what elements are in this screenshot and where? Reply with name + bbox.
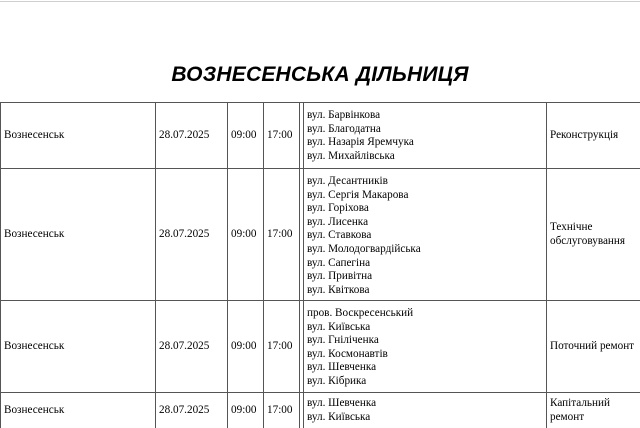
date-cell: 28.07.2025 xyxy=(156,169,228,301)
street-item: вул. Михайлівська xyxy=(307,149,395,162)
work-type-cell: Капітальний ремонт xyxy=(547,393,640,428)
settlement-cell: Вознесенськ xyxy=(1,301,156,393)
settlement-cell: Вознесенськ xyxy=(1,169,156,301)
street-item: вул. Квіткова xyxy=(307,283,370,296)
start-time-cell: 09:00 xyxy=(228,103,264,169)
street-item: вул. Гніліченка xyxy=(307,334,379,347)
street-item: вул. Лисенка xyxy=(307,215,369,228)
table-row xyxy=(1,103,640,169)
work-type-cell: Поточний ремонт xyxy=(547,301,640,393)
street-item: вул. Київська xyxy=(307,410,371,423)
street-item: вул. Барвінкова xyxy=(307,109,381,121)
top-divider xyxy=(0,1,640,2)
streets-cell xyxy=(304,103,547,169)
street-item: вул. Молодогвардійська xyxy=(307,242,421,255)
street-item: вул. Шевченка xyxy=(307,397,377,409)
outage-schedule-table xyxy=(0,102,640,428)
settlement-cell: Вознесенськ xyxy=(1,103,156,169)
settlement-cell: Вознесенськ xyxy=(1,393,156,428)
end-time-cell: 17:00 xyxy=(264,169,300,301)
street-item: вул. Космонавтів xyxy=(307,347,388,360)
date-cell: 28.07.2025 xyxy=(156,103,228,169)
streets-cell xyxy=(304,169,547,301)
work-type-cell: Технічне обслуговування xyxy=(547,169,640,301)
date-cell: 28.07.2025 xyxy=(156,393,228,428)
end-time-cell: 17:00 xyxy=(264,301,300,393)
street-item: вул. Київська xyxy=(307,320,371,333)
start-time-cell: 09:00 xyxy=(228,169,264,301)
street-item: пров. Воскресенський xyxy=(307,307,414,319)
street-item: вул. Сапегіна xyxy=(307,256,371,269)
street-item: вул. Шевченка xyxy=(307,361,377,374)
streets-cell xyxy=(304,301,547,393)
work-type-cell: Реконструкція xyxy=(547,103,640,169)
street-item: вул. Привітна xyxy=(307,270,373,283)
street-item: вул. Назарія Яремчука xyxy=(307,136,414,149)
end-time-cell: 17:00 xyxy=(264,103,300,169)
street-item: вул. Горіхова xyxy=(307,202,369,215)
street-item: вул. Сергія Макарова xyxy=(307,188,409,201)
page-title: ВОЗНЕСЕНСЬКА ДІЛЬНИЦЯ xyxy=(171,63,469,86)
streets-cell xyxy=(304,393,547,428)
start-time-cell: 09:00 xyxy=(228,393,264,428)
end-time-cell: 17:00 xyxy=(264,393,300,428)
street-item: вул. Кібрика xyxy=(307,374,367,387)
table-row xyxy=(1,393,640,428)
start-time-cell: 09:00 xyxy=(228,301,264,393)
table-row xyxy=(1,169,640,301)
table-row xyxy=(1,301,640,393)
street-item: вул. Десантників xyxy=(307,175,388,187)
street-item: вул. Благодатна xyxy=(307,122,381,135)
street-item: вул. Ставкова xyxy=(307,229,372,242)
date-cell: 28.07.2025 xyxy=(156,301,228,393)
